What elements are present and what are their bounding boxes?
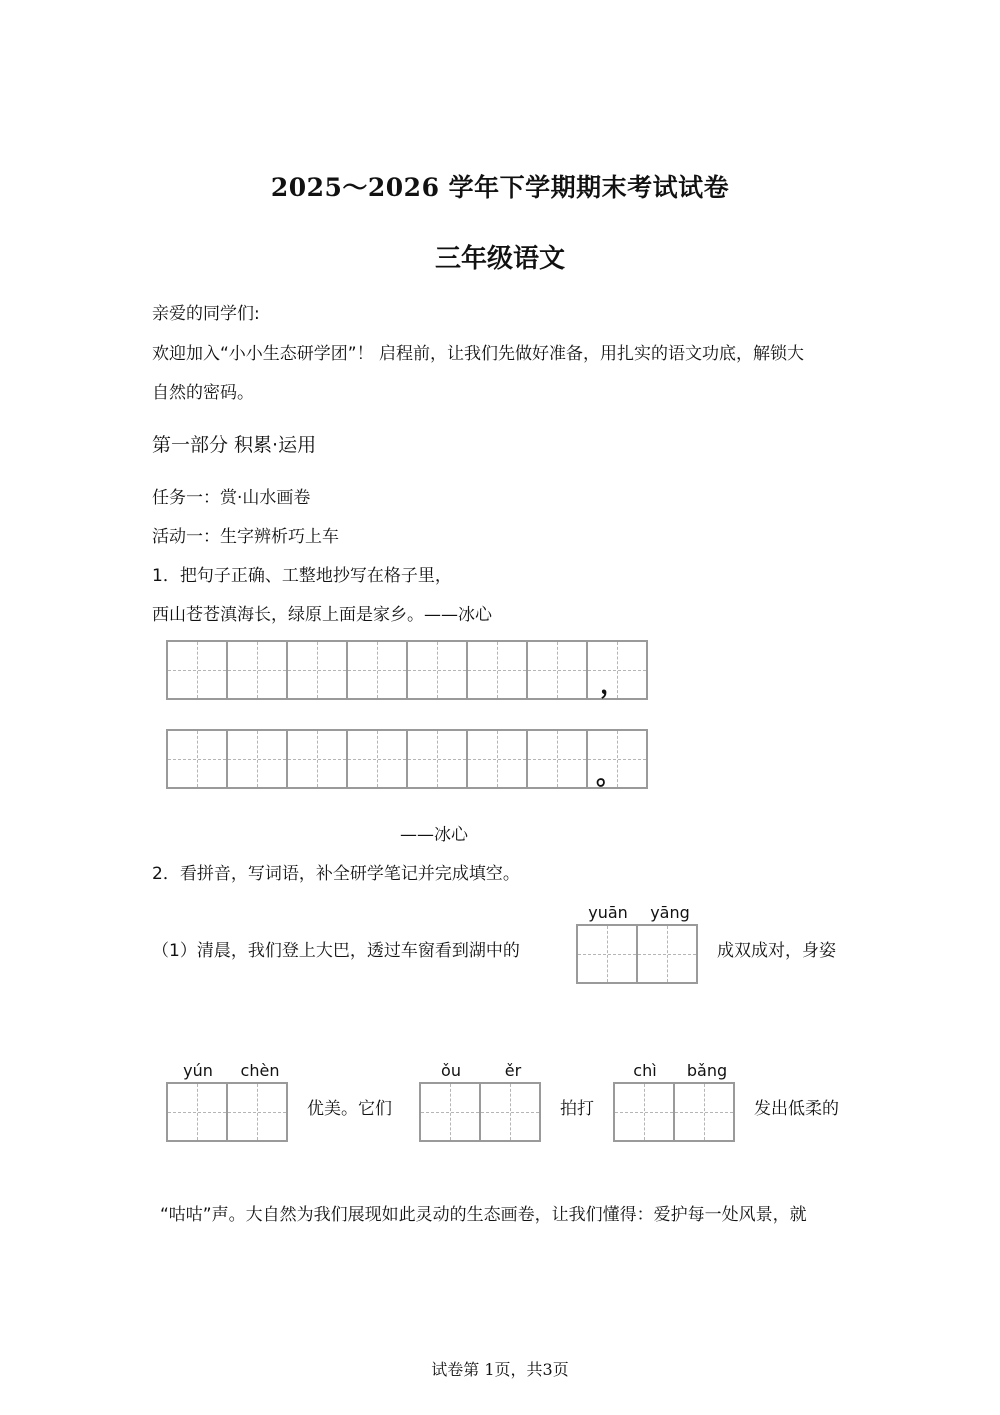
answer-grid-yuanyang bbox=[576, 924, 698, 984]
writing-grid-row-1 bbox=[166, 640, 648, 700]
answer-cell[interactable] bbox=[481, 1082, 541, 1142]
pinyin-label: chèn bbox=[240, 1061, 280, 1080]
grid-cell[interactable] bbox=[408, 729, 468, 789]
answer-cell[interactable] bbox=[578, 924, 638, 984]
answer-cell[interactable] bbox=[615, 1082, 675, 1142]
period-mark: 。 bbox=[596, 761, 623, 791]
grid-cell[interactable] bbox=[168, 729, 228, 789]
grid-cell-period[interactable] bbox=[588, 729, 648, 789]
answer-cell[interactable] bbox=[168, 1082, 228, 1142]
q1-sentence: 西山苍苍滇海长，绿原上面是家乡。——冰心 bbox=[152, 605, 492, 625]
grid-cell[interactable] bbox=[168, 640, 228, 700]
answer-cell[interactable] bbox=[421, 1082, 481, 1142]
part1-title: 第一部分 积累·运用 bbox=[152, 434, 317, 456]
task1-title: 任务一：赏·山水画卷 bbox=[152, 488, 311, 508]
answer-grid-yunchen bbox=[166, 1082, 288, 1142]
grid-cell[interactable] bbox=[288, 640, 348, 700]
answer-cell[interactable] bbox=[675, 1082, 735, 1142]
grid-cell[interactable] bbox=[528, 729, 588, 789]
grid-cell[interactable] bbox=[468, 729, 528, 789]
q2-sentence-part-3: 优美。它们 bbox=[307, 1099, 392, 1119]
grid-cell[interactable] bbox=[228, 729, 288, 789]
pinyin-label: bǎng bbox=[686, 1061, 728, 1080]
activity1-title: 活动一：生字辨析巧上车 bbox=[152, 527, 339, 547]
q2-sentence-part-6: “咕咕”声。大自然为我们展现如此灵动的生态画卷，让我们懂得：爱护每一处风景，就 bbox=[160, 1205, 807, 1225]
answer-cell[interactable] bbox=[638, 924, 698, 984]
pinyin-label: chì bbox=[633, 1061, 657, 1080]
grid-cell[interactable] bbox=[348, 729, 408, 789]
q2-sentence-part-2: 成双成对，身姿 bbox=[717, 941, 836, 961]
pinyin-label: yuān bbox=[588, 903, 628, 922]
exam-title: 2025～2026 学年下学期期末考试试卷 bbox=[270, 173, 730, 202]
q1-prompt: 1．把句子正确、工整地抄写在格子里， bbox=[152, 566, 452, 586]
grid-cell[interactable] bbox=[468, 640, 528, 700]
grid-cell[interactable] bbox=[408, 640, 468, 700]
answer-grid-ouer bbox=[419, 1082, 541, 1142]
q2-sentence-part-5: 发出低柔的 bbox=[754, 1099, 839, 1119]
page-footer: 试卷第 1页，共3页 bbox=[431, 1360, 569, 1379]
grid-cell-comma[interactable] bbox=[588, 640, 648, 700]
pinyin-label: ěr bbox=[504, 1061, 522, 1080]
comma-mark: ， bbox=[600, 670, 627, 700]
answer-cell[interactable] bbox=[228, 1082, 288, 1142]
pinyin-label: yāng bbox=[650, 903, 690, 922]
grid-cell[interactable] bbox=[228, 640, 288, 700]
grid-cell[interactable] bbox=[288, 729, 348, 789]
q1-author: ——冰心 bbox=[400, 825, 468, 845]
q2-prompt: 2．看拼音，写词语，补全研学笔记并完成填空。 bbox=[152, 864, 520, 884]
q2-sentence-part-4: 拍打 bbox=[560, 1099, 594, 1119]
writing-grid-row-2 bbox=[166, 729, 648, 789]
grid-cell[interactable] bbox=[348, 640, 408, 700]
grid-cell[interactable] bbox=[528, 640, 588, 700]
intro-line-2: 自然的密码。 bbox=[152, 383, 254, 403]
exam-subject: 三年级语文 bbox=[434, 244, 565, 274]
pinyin-label: yún bbox=[183, 1061, 213, 1080]
answer-grid-chibang bbox=[613, 1082, 735, 1142]
intro-greeting: 亲爱的同学们: bbox=[152, 304, 260, 324]
intro-line-1: 欢迎加入“小小生态研学团”！ 启程前，让我们先做好准备，用扎实的语文功底，解锁大 bbox=[152, 344, 805, 364]
q2-sentence-part-1: （1）清晨，我们登上大巴，透过车窗看到湖中的 bbox=[152, 941, 520, 961]
pinyin-label: ǒu bbox=[441, 1061, 461, 1080]
